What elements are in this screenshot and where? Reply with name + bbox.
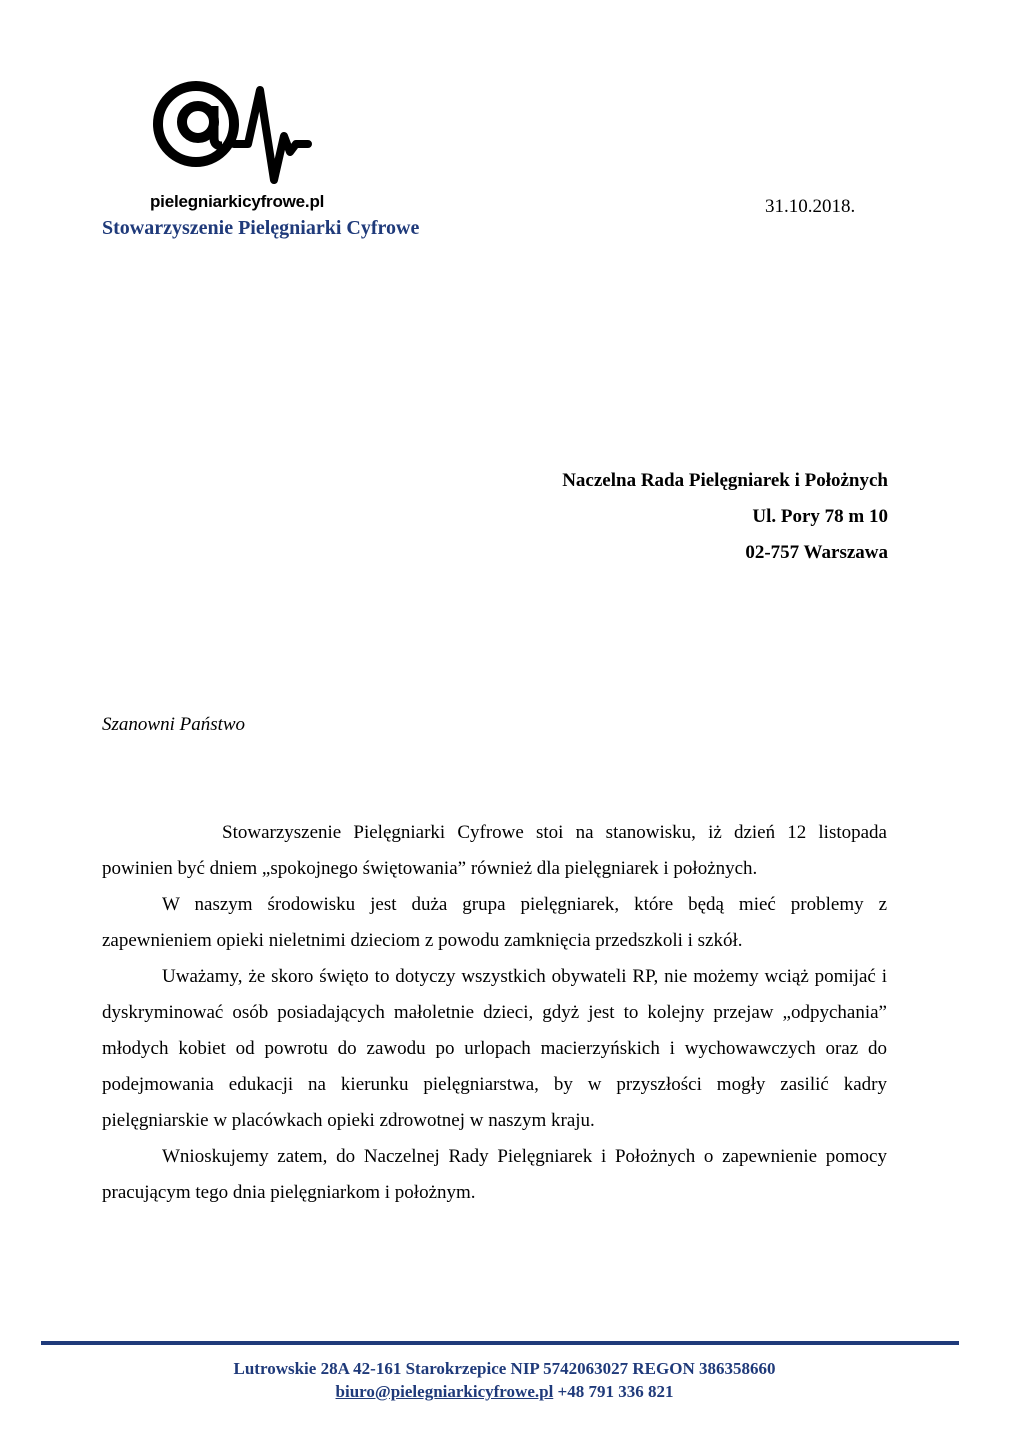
body-paragraph: Wnioskujemy zatem, do Naczelnej Rady Pielęgniarek i Położnych o zapewnienie pomocy pracującym tego dnia pielęgniarkom i położnym. [102, 1146, 887, 1203]
footer-email-link[interactable]: biuro@pielegniarkicyfrowe.pl [335, 1382, 554, 1401]
footer-address: Lutrowskie 28A 42-161 Starokrzepice NIP 5742063027 REGON 386358660 [233, 1359, 776, 1378]
recipient-city: 02-757 Warszawa [745, 542, 888, 563]
letter-date: 31.10.2018. [765, 196, 856, 217]
recipient-address [562, 463, 888, 571]
footer-contact [0, 1380, 1009, 1403]
footer-phone: +48 791 336 821 [557, 1382, 674, 1401]
body-paragraph: Uważamy, że skoro święto to dotyczy wszystkich obywateli RP, nie możemy wciąż pomijać i dyskryminować osób posiadających małoletnie dzieci, gdyż jest to kolejny przejaw „odpychania” młodych kobiet od powrotu do zawodu po urlopach macierzyńskich i wychowawczych oraz do podejmowania edukacji na kierunku pielęgniarstwa, by w przyszłości mogły zasilić kadry pielęgniarskie w placówkach opieki zdrowotnej w naszym kraju. [102, 966, 887, 1131]
at-sign-heartbeat-logo [148, 76, 318, 211]
salutation: Szanowni Państwo [102, 714, 246, 735]
logo-text: pielegniarkicyfrowe.pl [150, 192, 325, 211]
letter-body [102, 815, 887, 1211]
body-paragraph: Stowarzyszenie Pielęgniarki Cyfrowe stoi na stanowisku, iż dzień 12 listopada powinien być dniem „spokojnego świętowania” również dla pielęgniarek i położnych. [102, 822, 887, 879]
organization-name: Stowarzyszenie Pielęgniarki Cyfrowe [102, 217, 420, 239]
recipient-name: Naczelna Rada Pielęgniarek i Położnych [562, 470, 888, 491]
body-paragraph: W naszym środowisku jest duża grupa pielęgniarek, które będą mieć problemy z zapewnieniem opieki nieletnimi dzieciom z powodu zamknięcia przedszkoli i szkół. [102, 894, 887, 951]
footer [0, 1357, 1009, 1403]
footer-divider [41, 1341, 959, 1345]
recipient-street: Ul. Pory 78 m 10 [752, 506, 888, 527]
